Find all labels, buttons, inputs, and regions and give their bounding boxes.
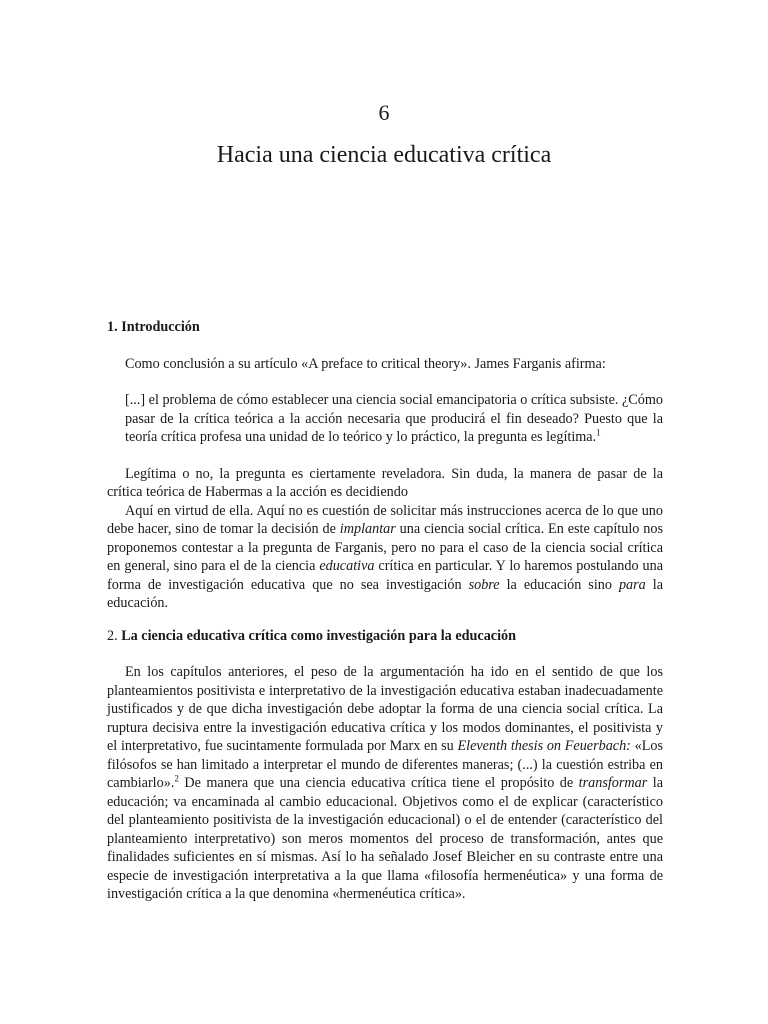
chapter-title: Hacia una ciencia educativa crítica: [216, 142, 552, 168]
section-heading-intro: 1. Introducción: [107, 319, 200, 335]
section-heading-2: [107, 627, 663, 646]
paragraph-2-text: crítica en particular. Y lo haremos postulando una forma de investigación educativa que no sea investigación: [107, 558, 663, 593]
paragraph-2-text: una ciencia social crítica. En este capítulo nos proponemos contestar a la pregunta de Farganis, pero no para el caso de la ciencia social crítica en general, sino para el de la ciencia: [107, 521, 663, 574]
paragraph-3-text: la educación; va encaminada al cambio educacional. Objetivos como el de explicar (característico del planteamiento positivista de la investigación educacional) o el de entender (característico del planteamiento interpretativo) son meros momentos del proceso de transformación, antes que finalidades suficientes en sí mismas. Así lo ha señalado Josef Bleicher en su contraste entre una especie de investigación interpretativa a la que llama «filosofía hermenéutica» y una forma de investigación crítica a la que denomina «hermenéutica crítica».: [107, 775, 663, 902]
footnote-ref-2: 2: [174, 773, 179, 784]
chapter-number: 6: [378, 100, 390, 125]
paragraph-3: [107, 663, 663, 904]
paragraph-2: [107, 502, 663, 613]
emphasis-eleventh-thesis: Eleventh thesis on Feuerbach:: [457, 738, 631, 754]
emphasis-transformar: transformar: [578, 775, 648, 791]
emphasis-para: para: [618, 576, 646, 593]
emphasis-educativa: educativa: [319, 558, 375, 574]
section-heading-text: La ciencia educativa crítica como investigación para la educación: [121, 627, 517, 644]
paragraph-3-text: «Los filósofos se han limitado a interpretar el mundo de diferentes maneras; (...) la cuestión estriba en cambiarlo».: [107, 738, 664, 791]
paragraph-3-text: De manera que una ciencia educativa crítica tiene el propósito de: [178, 775, 579, 791]
block-quote: [125, 391, 663, 447]
block-quote-text: [...] el problema de cómo establecer una ciencia social emancipatoria o crítica subsiste. ¿Cómo pasar de la crítica teórica a la acción necesaria que producirá el fin deseado? Puesto que la teoría crítica profesa una unidad de lo teórico y lo práctico, la pregunta es legítima.: [125, 392, 663, 445]
emphasis-sobre: sobre: [468, 576, 500, 593]
paragraph-2-text: la educación.: [107, 576, 663, 611]
footnote-ref-1: 1: [596, 427, 601, 438]
section-number: 2.: [107, 627, 118, 644]
paragraph-2-text: la educación sino: [499, 576, 619, 593]
paragraph-1: Legítima o no, la pregunta es ciertamente reveladora. Sin duda, la manera de pasar de la crítica teórica de Habermas a la acción es decidiendo: [107, 465, 663, 500]
body-text: [107, 318, 663, 904]
paragraph-2-text: Aquí en virtud de ella. Aquí no es cuestión de solicitar más instrucciones acerca de lo que uno debe hacer, sino de tomar la decisión de: [107, 502, 663, 537]
intro-paragraph: Como conclusión a su artículo «A preface to critical theory». James Farganis afirma:: [125, 355, 606, 372]
emphasis-implantar: implantar: [339, 521, 396, 537]
paragraph-3-text: En los capítulos anteriores, el peso de la argumentación ha ido en el sentido de que los planteamientos positivista e interpretativo de la investigación educativa estaban inadecuadamente justificados y de que dicha investigación debe adoptar la forma de una ciencia social crítica. La ruptura decisiva entre la investigación educativa crítica y los modos dominantes, el positivista y el interpretativo, fue sucintamente formulada por Marx en su: [107, 664, 663, 754]
